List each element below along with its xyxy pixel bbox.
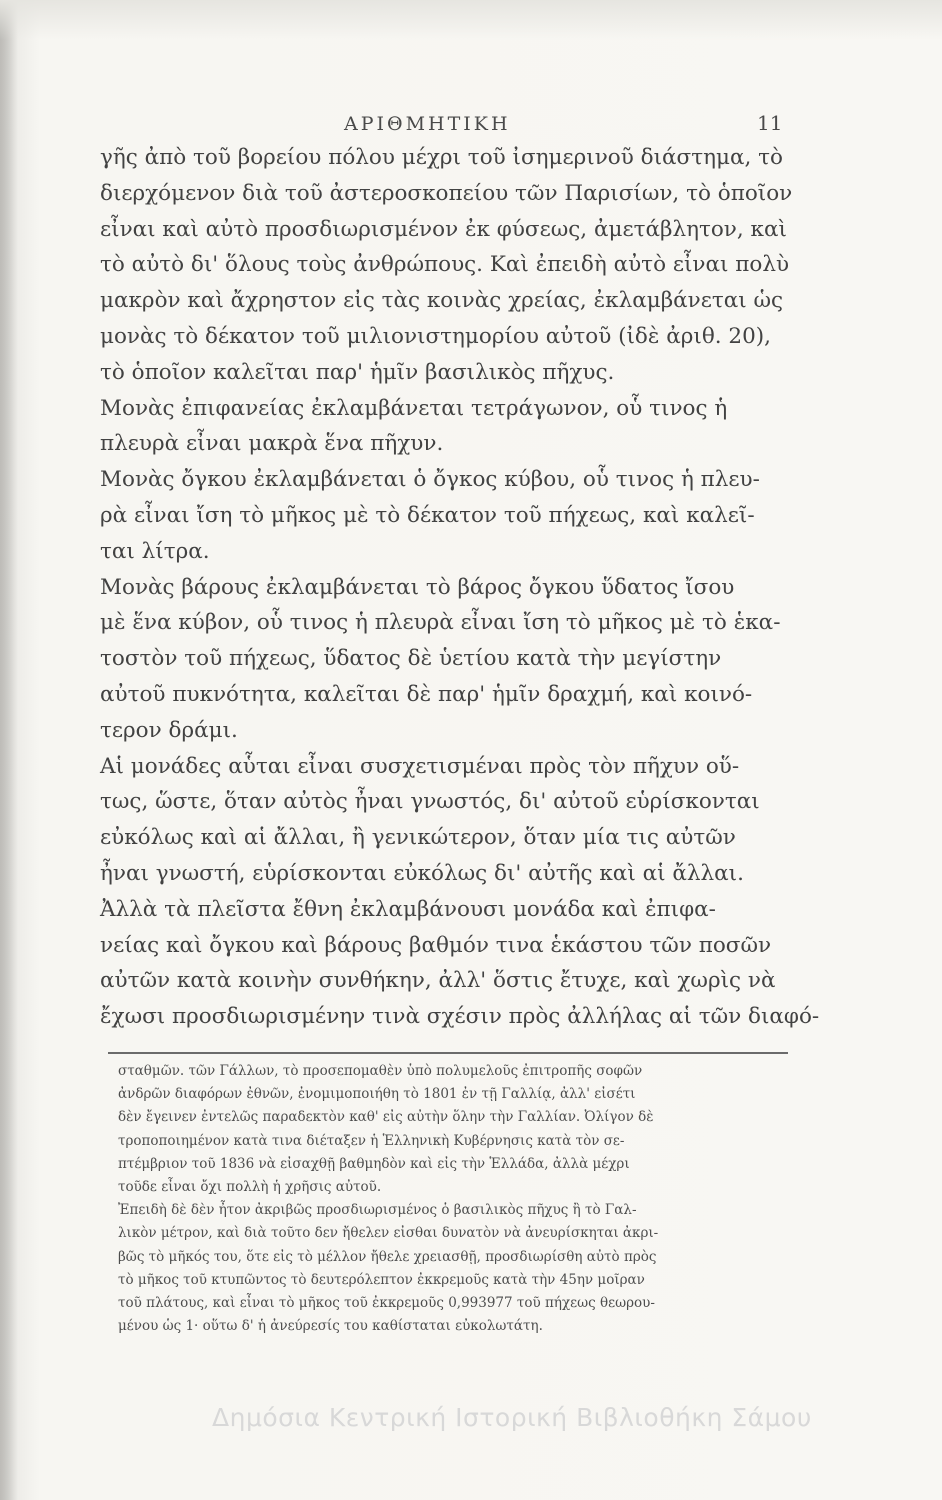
body-line: εἶναι καὶ αὐτὸ προσδιωρισμένον ἐκ φύσεως, ἀμετάβλητον, καὶ — [100, 216, 787, 242]
body-line: Μονὰς ἐπιφανείας ἐκλαμβάνεται τετράγωνον, οὗ τινος ἡ — [100, 395, 728, 421]
body-line: τοστὸν τοῦ πήχεως, ὕδατος δὲ ὑετίου κατὰ τὴν μεγίστην — [100, 646, 722, 672]
body-line: Μονὰς ὄγκου ἐκλαμβάνεται ὁ ὄγκος κύβου, οὗ τινος ἡ πλευ- — [100, 467, 760, 493]
footnote-line: λικὸν μέτρον, καὶ διὰ τοῦτο δεν ἤθελεν εἰσθαι δυνατὸν νὰ ἀνευρίσκηται ἀκρι- — [118, 1225, 659, 1242]
body-line: τὸ αὐτὸ δι' ὅλους τοὺς ἀνθρώπους. Καὶ ἐπειδὴ αὐτὸ εἶναι πολὺ — [100, 252, 790, 278]
body-line: τὸ ὁποῖον καλεῖται παρ' ἡμῖν βασιλικὸς πῆχυς. — [100, 359, 615, 385]
footnote-line: δὲν ἔγεινεν ἐντελῶς παραδεκτὸν καθ' εἰς αὐτὴν ὅλην τὴν Γαλλίαν. Ὀλίγον δὲ — [118, 1109, 654, 1126]
body-line: γῆς ἀπὸ τοῦ βορείου πόλου μέχρι τοῦ ἰσημερινοῦ διάστημα, τὸ — [100, 145, 783, 170]
body-line: ρὰ εἶναι ἴση τὸ μῆκος μὲ τὸ δέκατον τοῦ πήχεως, καὶ καλεῖ- — [100, 502, 755, 528]
footnote-line: τοῦ πλάτους, καὶ εἶναι τὸ μῆκος τοῦ ἐκκρεμοῦς 0,993977 τοῦ πήχεως θεωρου- — [118, 1295, 655, 1312]
footnote-line: σταθμῶν. τῶν Γάλλων, τὸ προσεπομαθὲν ὑπὸ πολυμελοῦς ἐπιτροπῆς σοφῶν — [118, 1063, 643, 1079]
footnote-line: τοῦδε εἶναι ὄχι πολλὴ ἡ χρῆσις αὐτοῦ. — [118, 1179, 382, 1196]
top-edge-shadow — [0, 0, 942, 40]
body-line: Μονὰς βάρους ἐκλαμβάνεται τὸ βάρος ὄγκου ὕδατος ἴσου — [100, 574, 735, 600]
footnote-line: τὸ μῆκος τοῦ κτυπῶντος τὸ δευτερόλεπτον ἐκκρεμοῦς κατὰ τὴν 45ην μοῖραν — [118, 1271, 645, 1288]
body-line: εὐκόλως καὶ αἱ ἄλλαι, ἢ γενικώτερον, ὅταν μία τις αὐτῶν — [100, 825, 736, 851]
body-line: ἦναι γνωστή, εὑρίσκονται εὐκόλως δι' αὐτῆς καὶ αἱ ἄλλαι. — [100, 860, 744, 886]
footnote-line: Ἐπειδὴ δὲ δὲν ἦτον ἀκριβῶς προσδιωρισμένος ὁ βασιλικὸς πῆχυς ἢ τὸ Γαλ- — [118, 1202, 637, 1219]
body-line: τως, ὥστε, ὅταν αὐτὸς ἦναι γνωστός, δι' αὐτοῦ εὑρίσκονται — [100, 789, 760, 815]
footnote-line: ἀνδρῶν διαφόρων ἐθνῶν, ἐνομιμοποιήθη τὸ 1801 ἐν τῇ Γαλλίᾳ, ἀλλ' εἰσέτι — [118, 1086, 636, 1103]
footnote-line: βῶς τὸ μῆκός του, ὅτε εἰς τὸ μέλλον ἤθελε χρειασθῇ, προσδιωρίσθη αὐτὸ πρὸς — [118, 1248, 657, 1265]
footnote — [118, 1060, 798, 1338]
body-line: διερχόμενον διὰ τοῦ ἀστεροσκοπείου τῶν Παρισίων, τὸ ὁποῖον — [100, 180, 793, 206]
body-line: αὐτοῦ πυκνότητα, καλεῖται δὲ παρ' ἡμῖν δραχμή, καὶ κοινό- — [100, 681, 753, 707]
body-line: μακρὸν καὶ ἄχρηστον εἰς τὰς κοινὰς χρείας, ἐκλαμβάνεται ὡς — [100, 288, 784, 314]
body-line: πλευρὰ εἶναι μακρὰ ἕνα πῆχυν. — [100, 431, 444, 457]
body-line: Αἱ μονάδες αὗται εἶναι συσχετισμέναι πρὸς τὸν πῆχυν οὕ- — [100, 753, 740, 779]
footnote-rule — [108, 1052, 788, 1054]
binding-shadow — [0, 0, 18, 1500]
body-line: ἔχωσι προσδιωρισμένην τινὰ σχέσιν πρὸς ἀλλήλας αἱ τῶν διαφό- — [100, 1004, 820, 1030]
body-line: μὲ ἕνα κύβον, οὗ τινος ἡ πλευρὰ εἶναι ἴση τὸ μῆκος μὲ τὸ ἑκα- — [100, 610, 781, 636]
footnote-line: πτέμβριον τοῦ 1836 νὰ εἰσαχθῇ βαθμηδὸν καὶ εἰς τὴν Ἑλλάδα, ἀλλὰ μέχρι — [118, 1155, 630, 1172]
body-text — [100, 140, 820, 1035]
body-line: Ἀλλὰ τὰ πλεῖστα ἔθνη ἐκλαμβάνουσι μονάδα καὶ ἐπιφα- — [100, 896, 716, 922]
footnote-line: μένου ὡς 1· οὕτω δ' ἡ ἀνεύρεσίς του καθίσταται εὐκολωτάτη. — [118, 1318, 543, 1335]
running-title: ΑΡΙΘΜΗΤΙΚΗ — [344, 113, 511, 135]
body-line: μονὰς τὸ δέκατον τοῦ μιλιονιστημορίου αὐτοῦ (ἰδὲ ἀριθ. 20), — [100, 323, 772, 349]
footnote-line: τροποποιημένον κατὰ τινα διέταξεν ἡ Ἑλληνικὴ Κυβέρνησις κατὰ τὸν σε- — [118, 1132, 625, 1149]
library-watermark: Δημόσια Κεντρική Ιστορική Βιβλιοθήκη Σάμου — [212, 1403, 812, 1432]
body-line: ται λίτρα. — [100, 538, 210, 564]
body-line: αὐτῶν κατὰ κοινὴν συνθήκην, ἀλλ' ὅστις ἔτυχε, καὶ χωρὶς νὰ — [100, 968, 776, 994]
body-line: νείας καὶ ὄγκου καὶ βάρους βαθμόν τινα ἑκάστου τῶν ποσῶν — [100, 932, 772, 958]
body-line: τερον δράμι. — [100, 717, 238, 743]
page-number: 11 — [757, 111, 783, 135]
